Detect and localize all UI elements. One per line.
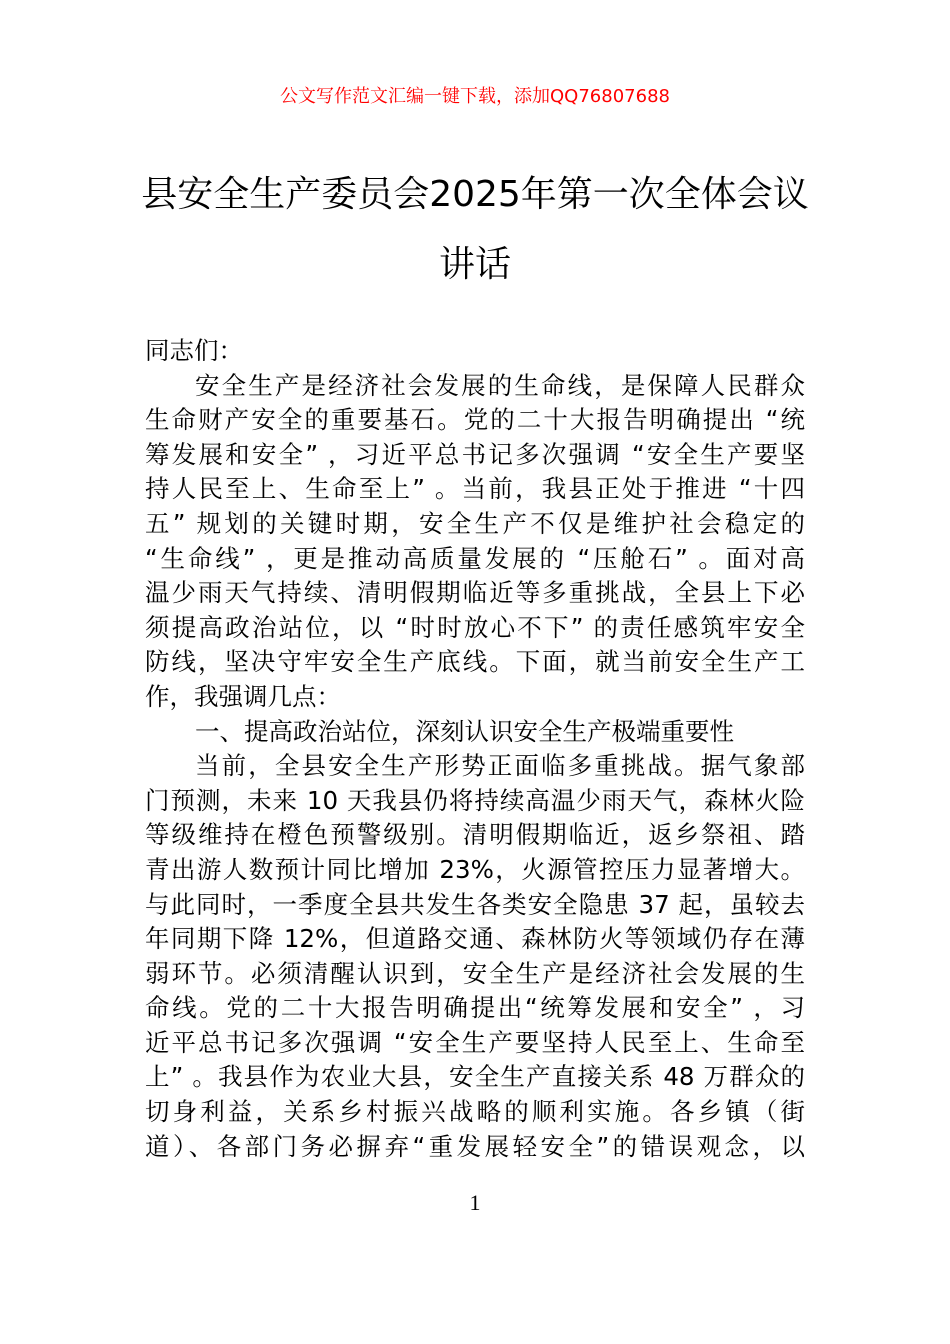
- body-text-line: 五” 规划的关键时期，安全生产不仅是维护社会稳定的: [145, 508, 805, 538]
- body-text-line: 年同期下降 12%，但道路交通、森林防火等领域仍存在薄: [145, 924, 805, 954]
- body-text-line: 安全生产是经济社会发展的生命线，是保障人民群众: [195, 370, 805, 400]
- document-title-line-2: 讲话: [438, 244, 511, 285]
- body-text-line: 弱环节。必须清醒认识到，安全生产是经济社会发展的生: [145, 958, 805, 988]
- section-heading: 一、提高政治站位，深刻认识安全生产极端重要性: [195, 716, 734, 746]
- download-notice: 公文写作范文汇编一键下载，添加QQ76807688: [280, 86, 670, 107]
- document-title-line-1: 县安全生产委员会2025年第一次全体会议: [141, 174, 809, 215]
- body-text-line: 持人民至上、生命至上” 。当前，我县正处于推进 “十四: [145, 474, 805, 504]
- body-text-line: 命线。党的二十大报告明确提出“统筹发展和安全” ，习: [145, 993, 805, 1023]
- body-text-line: 与此同时，一季度全县共发生各类安全隐患 37 起，虽较去: [145, 889, 805, 919]
- body-text-line: 上” 。我县作为农业大县，安全生产直接关系 48 万群众的: [145, 1062, 805, 1092]
- body-text-line: 近平总书记多次强调 “安全生产要坚持人民至上、生命至: [145, 1027, 805, 1057]
- body-text-line: 须提高政治站位，以 “时时放心不下” 的责任感筑牢安全: [145, 612, 805, 642]
- body-text-line: 道）、各部门务必摒弃“重发展轻安全”的错误观念，以: [145, 1131, 805, 1161]
- body-text-line: 温少雨天气持续、清明假期临近等多重挑战，全县上下必: [145, 578, 805, 608]
- body-text-line: “生命线” ，更是推动高质量发展的 “压舱石” 。面对高: [145, 543, 805, 573]
- body-text-line: 等级维持在橙色预警级别。清明假期临近，返乡祭祖、踏: [145, 820, 805, 850]
- body-text-line: 同志们：: [145, 336, 243, 365]
- document-body: [145, 334, 805, 1164]
- body-text-line: 门预测，未来 10 天我县仍将持续高温少雨天气，森林火险: [145, 785, 805, 815]
- body-text-line: 生命财产安全的重要基石。党的二十大报告明确提出 “统: [145, 405, 805, 435]
- body-text-line: 筹发展和安全” ，习近平总书记多次强调 “安全生产要坚: [145, 439, 805, 469]
- body-text-line: 作，我强调几点：: [145, 681, 341, 711]
- page-number: 1: [469, 1190, 481, 1215]
- body-text-line: 切身利益，关系乡村振兴战略的顺利实施。各乡镇（街: [145, 1097, 805, 1127]
- body-text-line: 青出游人数预计同比增加 23%，火源管控压力显著增大。: [145, 854, 805, 884]
- body-text-line: 当前，全县安全生产形势正面临多重挑战。据气象部: [195, 751, 805, 781]
- body-text-line: 防线，坚决守牢安全生产底线。下面，就当前安全生产工: [145, 647, 805, 677]
